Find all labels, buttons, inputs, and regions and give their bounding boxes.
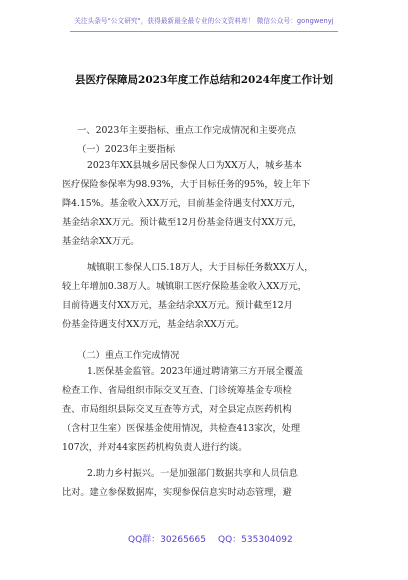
paragraph-line: 1.医保基金监管。2023年通过聘请第三方开展全覆盖 (87, 366, 303, 377)
paragraph-line: 2023年XX县城乡居民参保人口为XX万人，城乡基本 (87, 160, 302, 171)
paragraph-line: 基金结余XX万元。预计截至12月份基金待遇支付XX万元， (62, 217, 302, 228)
paragraph-line: 107次，并对44家医药机构负责人进行约谈。 (62, 442, 248, 453)
paragraph-line: 城镇职工参保人口5.18万人，大于目标任务数XX万人， (87, 262, 314, 273)
paragraph-line: 比对。建立参保数据库，实现参保信息实时动态管理，避 (62, 487, 292, 498)
paragraph-line: 基金结余XX万元。 (62, 236, 140, 247)
paragraph-line: 较上年增加0.38万人。城镇职工医疗保险基金收入XX万元， (62, 281, 307, 292)
document-title: 县医疗保障局2023年度工作总结和2024年度工作计划 (75, 74, 333, 86)
header-promo-note: 关注头条号"公文研究"，获得最新最全最专业的公文资料库！ 微信公众号：gongwenyj (74, 17, 334, 25)
paragraph-line: 目前待遇支付XX万元，基金结余XX万元。预计截至12月 (62, 300, 293, 311)
header-divider (70, 31, 338, 32)
paragraph-line: 2.助力乡村振兴。一是加强部门数据共享和人员信息 (87, 468, 298, 479)
subsection-heading-2: （二）重点工作完成情况 (77, 350, 180, 361)
paragraph-line: 检查工作、省局组织市际交叉互查、门诊统筹基金专项检 (62, 385, 292, 396)
section-heading-1: 一、2023年主要指标、重点工作完成情况和主要亮点 (77, 125, 296, 136)
paragraph-employee-insurance (62, 258, 352, 334)
paragraph-fund-supervision (62, 362, 352, 457)
footer-qq-contact: QQ：535304092 (218, 535, 293, 545)
paragraph-line: 医疗保险参保率为98.93%，大于目标任务的95%，较上年下 (62, 179, 311, 190)
subsection-heading-1: （一）2023年主要指标 (77, 144, 176, 155)
paragraph-line: （含村卫生室）医保基金使用情况，共检查413家次，处理 (62, 423, 301, 434)
paragraph-resident-insurance (62, 156, 352, 251)
paragraph-line: 查、市局组织县际交叉互查等方式，对全县定点医药机构 (62, 404, 292, 415)
paragraph-line: 降4.15%。基金收入XX万元，目前基金待遇支付XX万元， (62, 198, 302, 209)
paragraph-line: 份基金待遇支付XX万元，基金结余XX万元。 (62, 319, 245, 330)
paragraph-rural-revitalization (62, 464, 352, 502)
footer-qq-group: QQ群：30265665 (128, 535, 206, 545)
